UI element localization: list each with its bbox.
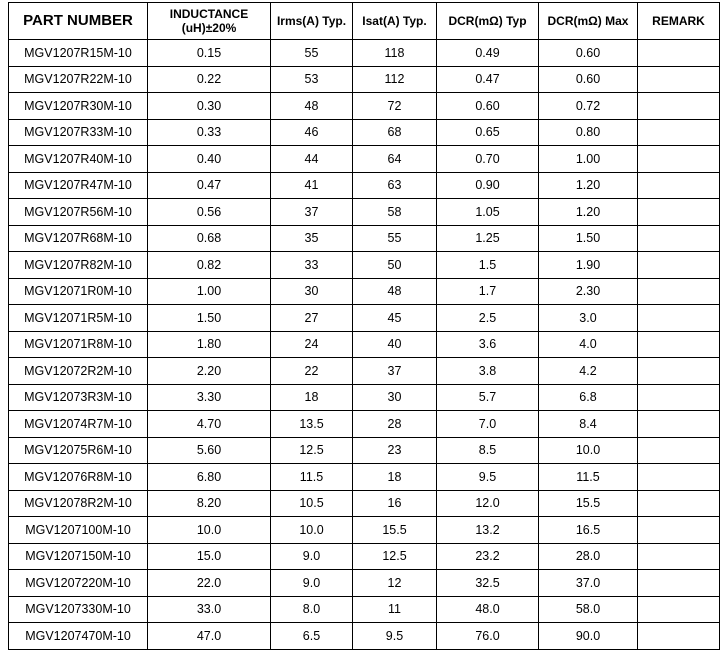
cell-remark	[638, 623, 720, 650]
cell-dcr-typ: 0.65	[437, 119, 539, 146]
cell-part-number: MGV12071R0M-10	[9, 278, 148, 305]
cell-irms: 22	[271, 358, 353, 385]
cell-dcr-typ: 3.8	[437, 358, 539, 385]
cell-part-number: MGV12074R7M-10	[9, 411, 148, 438]
table-row	[9, 596, 720, 623]
cell-dcr-typ: 76.0	[437, 623, 539, 650]
cell-remark	[638, 437, 720, 464]
cell-dcr-typ: 23.2	[437, 543, 539, 570]
cell-dcr-max: 11.5	[539, 464, 638, 491]
cell-isat: 58	[353, 199, 437, 226]
cell-remark	[638, 411, 720, 438]
cell-irms: 18	[271, 384, 353, 411]
cell-dcr-max: 4.0	[539, 331, 638, 358]
header-inductance	[148, 3, 271, 40]
cell-isat: 40	[353, 331, 437, 358]
cell-irms: 24	[271, 331, 353, 358]
cell-dcr-typ: 8.5	[437, 437, 539, 464]
cell-dcr-max: 1.20	[539, 199, 638, 226]
cell-inductance: 1.50	[148, 305, 271, 332]
cell-isat: 11	[353, 596, 437, 623]
cell-dcr-max: 10.0	[539, 437, 638, 464]
cell-dcr-typ: 0.60	[437, 93, 539, 120]
cell-isat: 28	[353, 411, 437, 438]
cell-remark	[638, 40, 720, 67]
cell-irms: 35	[271, 225, 353, 252]
cell-irms: 27	[271, 305, 353, 332]
cell-dcr-typ: 1.7	[437, 278, 539, 305]
cell-isat: 30	[353, 384, 437, 411]
cell-part-number: MGV12073R3M-10	[9, 384, 148, 411]
cell-dcr-max: 6.8	[539, 384, 638, 411]
cell-isat: 45	[353, 305, 437, 332]
cell-inductance: 10.0	[148, 517, 271, 544]
cell-isat: 50	[353, 252, 437, 279]
cell-part-number: MGV1207R82M-10	[9, 252, 148, 279]
cell-inductance: 5.60	[148, 437, 271, 464]
cell-dcr-max: 0.60	[539, 40, 638, 67]
cell-inductance: 0.68	[148, 225, 271, 252]
cell-dcr-max: 1.90	[539, 252, 638, 279]
header-irms: Irms(A) Typ.	[271, 3, 353, 40]
cell-remark	[638, 66, 720, 93]
cell-inductance: 0.30	[148, 93, 271, 120]
cell-irms: 44	[271, 146, 353, 173]
cell-isat: 55	[353, 225, 437, 252]
cell-dcr-typ: 13.2	[437, 517, 539, 544]
cell-inductance: 3.30	[148, 384, 271, 411]
cell-dcr-typ: 9.5	[437, 464, 539, 491]
table-row	[9, 384, 720, 411]
cell-isat: 12	[353, 570, 437, 597]
cell-inductance: 0.22	[148, 66, 271, 93]
cell-dcr-max: 8.4	[539, 411, 638, 438]
cell-remark	[638, 384, 720, 411]
header-dcr-typ: DCR(mΩ) Typ	[437, 3, 539, 40]
cell-dcr-typ: 2.5	[437, 305, 539, 332]
cell-part-number: MGV1207470M-10	[9, 623, 148, 650]
cell-inductance: 15.0	[148, 543, 271, 570]
cell-irms: 55	[271, 40, 353, 67]
cell-dcr-typ: 1.05	[437, 199, 539, 226]
cell-dcr-typ: 0.49	[437, 40, 539, 67]
table-body	[9, 40, 720, 650]
header-isat: Isat(A) Typ.	[353, 3, 437, 40]
cell-inductance: 2.20	[148, 358, 271, 385]
cell-part-number: MGV1207R68M-10	[9, 225, 148, 252]
cell-isat: 9.5	[353, 623, 437, 650]
cell-dcr-max: 0.72	[539, 93, 638, 120]
cell-inductance: 0.33	[148, 119, 271, 146]
cell-inductance: 6.80	[148, 464, 271, 491]
cell-remark	[638, 119, 720, 146]
cell-remark	[638, 464, 720, 491]
cell-dcr-max: 1.00	[539, 146, 638, 173]
cell-isat: 16	[353, 490, 437, 517]
cell-irms: 9.0	[271, 570, 353, 597]
cell-irms: 11.5	[271, 464, 353, 491]
table-row	[9, 225, 720, 252]
cell-isat: 72	[353, 93, 437, 120]
cell-inductance: 33.0	[148, 596, 271, 623]
cell-inductance: 22.0	[148, 570, 271, 597]
cell-dcr-max: 16.5	[539, 517, 638, 544]
cell-isat: 112	[353, 66, 437, 93]
cell-dcr-typ: 7.0	[437, 411, 539, 438]
cell-remark	[638, 596, 720, 623]
table-row	[9, 358, 720, 385]
cell-dcr-max: 3.0	[539, 305, 638, 332]
table-row	[9, 517, 720, 544]
cell-remark	[638, 358, 720, 385]
cell-irms: 10.0	[271, 517, 353, 544]
cell-remark	[638, 543, 720, 570]
cell-part-number: MGV1207150M-10	[9, 543, 148, 570]
cell-irms: 37	[271, 199, 353, 226]
cell-part-number: MGV12075R6M-10	[9, 437, 148, 464]
header-remark: REMARK	[638, 3, 720, 40]
cell-inductance: 4.70	[148, 411, 271, 438]
cell-part-number: MGV1207R30M-10	[9, 93, 148, 120]
table-row	[9, 464, 720, 491]
cell-part-number: MGV12078R2M-10	[9, 490, 148, 517]
cell-dcr-max: 28.0	[539, 543, 638, 570]
cell-inductance: 1.00	[148, 278, 271, 305]
table-row	[9, 305, 720, 332]
table-row	[9, 93, 720, 120]
table-row	[9, 490, 720, 517]
cell-inductance: 0.40	[148, 146, 271, 173]
cell-remark	[638, 331, 720, 358]
cell-part-number: MGV12071R5M-10	[9, 305, 148, 332]
cell-irms: 12.5	[271, 437, 353, 464]
cell-remark	[638, 517, 720, 544]
cell-irms: 33	[271, 252, 353, 279]
cell-dcr-max: 37.0	[539, 570, 638, 597]
cell-dcr-typ: 5.7	[437, 384, 539, 411]
cell-dcr-max: 0.60	[539, 66, 638, 93]
inductor-spec-table	[8, 2, 720, 650]
cell-part-number: MGV12072R2M-10	[9, 358, 148, 385]
cell-part-number: MGV1207R56M-10	[9, 199, 148, 226]
cell-dcr-typ: 1.5	[437, 252, 539, 279]
table-row	[9, 411, 720, 438]
cell-dcr-max: 2.30	[539, 278, 638, 305]
cell-dcr-typ: 0.47	[437, 66, 539, 93]
cell-part-number: MGV12076R8M-10	[9, 464, 148, 491]
cell-inductance: 0.47	[148, 172, 271, 199]
table-row	[9, 66, 720, 93]
cell-irms: 9.0	[271, 543, 353, 570]
cell-part-number: MGV1207220M-10	[9, 570, 148, 597]
cell-remark	[638, 225, 720, 252]
cell-irms: 13.5	[271, 411, 353, 438]
cell-remark	[638, 146, 720, 173]
header-row	[9, 3, 720, 40]
cell-dcr-typ: 32.5	[437, 570, 539, 597]
table-row	[9, 331, 720, 358]
header-part-number: PART NUMBER	[9, 3, 148, 40]
cell-dcr-max: 90.0	[539, 623, 638, 650]
cell-dcr-max: 0.80	[539, 119, 638, 146]
cell-part-number: MGV1207R33M-10	[9, 119, 148, 146]
table-row	[9, 623, 720, 650]
cell-inductance: 0.15	[148, 40, 271, 67]
cell-dcr-typ: 48.0	[437, 596, 539, 623]
cell-isat: 68	[353, 119, 437, 146]
cell-irms: 30	[271, 278, 353, 305]
cell-part-number: MGV1207R40M-10	[9, 146, 148, 173]
cell-inductance: 8.20	[148, 490, 271, 517]
cell-isat: 15.5	[353, 517, 437, 544]
cell-inductance: 0.82	[148, 252, 271, 279]
cell-remark	[638, 199, 720, 226]
cell-dcr-typ: 12.0	[437, 490, 539, 517]
cell-isat: 118	[353, 40, 437, 67]
header-dcr-max: DCR(mΩ) Max	[539, 3, 638, 40]
cell-dcr-max: 15.5	[539, 490, 638, 517]
cell-remark	[638, 490, 720, 517]
cell-irms: 10.5	[271, 490, 353, 517]
cell-irms: 41	[271, 172, 353, 199]
table-row	[9, 278, 720, 305]
cell-inductance: 47.0	[148, 623, 271, 650]
cell-part-number: MGV1207100M-10	[9, 517, 148, 544]
cell-isat: 63	[353, 172, 437, 199]
cell-inductance: 1.80	[148, 331, 271, 358]
table-row	[9, 570, 720, 597]
cell-remark	[638, 278, 720, 305]
cell-isat: 64	[353, 146, 437, 173]
cell-irms: 6.5	[271, 623, 353, 650]
cell-dcr-max: 1.50	[539, 225, 638, 252]
header-inductance-line1: INDUCTANCE	[169, 7, 249, 21]
cell-remark	[638, 93, 720, 120]
cell-irms: 8.0	[271, 596, 353, 623]
cell-remark	[638, 252, 720, 279]
cell-isat: 12.5	[353, 543, 437, 570]
table-row	[9, 146, 720, 173]
header-inductance-line2: (uH)±20%	[181, 21, 237, 35]
cell-remark	[638, 305, 720, 332]
cell-inductance: 0.56	[148, 199, 271, 226]
table-row	[9, 40, 720, 67]
cell-remark	[638, 570, 720, 597]
cell-irms: 53	[271, 66, 353, 93]
table-row	[9, 199, 720, 226]
cell-isat: 23	[353, 437, 437, 464]
cell-dcr-typ: 0.70	[437, 146, 539, 173]
cell-irms: 46	[271, 119, 353, 146]
table-row	[9, 252, 720, 279]
cell-isat: 37	[353, 358, 437, 385]
table-row	[9, 543, 720, 570]
cell-dcr-max: 4.2	[539, 358, 638, 385]
cell-remark	[638, 172, 720, 199]
cell-part-number: MGV12071R8M-10	[9, 331, 148, 358]
table-row	[9, 172, 720, 199]
cell-irms: 48	[271, 93, 353, 120]
table-row	[9, 437, 720, 464]
cell-isat: 48	[353, 278, 437, 305]
cell-isat: 18	[353, 464, 437, 491]
cell-part-number: MGV1207R22M-10	[9, 66, 148, 93]
cell-part-number: MGV1207R47M-10	[9, 172, 148, 199]
cell-part-number: MGV1207R15M-10	[9, 40, 148, 67]
cell-dcr-typ: 3.6	[437, 331, 539, 358]
cell-dcr-typ: 1.25	[437, 225, 539, 252]
table-row	[9, 119, 720, 146]
cell-dcr-max: 1.20	[539, 172, 638, 199]
cell-dcr-typ: 0.90	[437, 172, 539, 199]
cell-dcr-max: 58.0	[539, 596, 638, 623]
cell-part-number: MGV1207330M-10	[9, 596, 148, 623]
